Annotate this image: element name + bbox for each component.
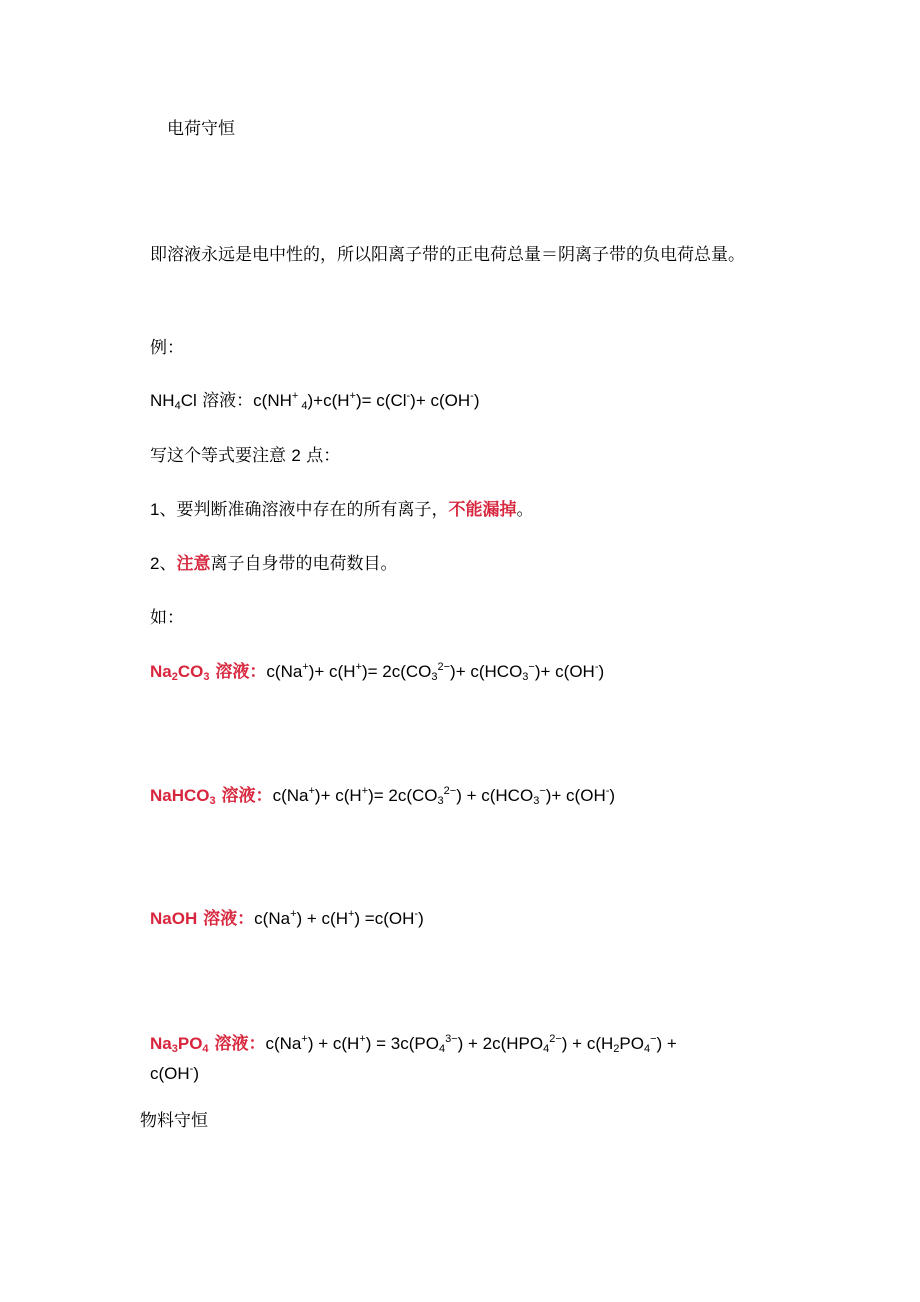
heading-charge-conservation: 电荷守恒 (167, 119, 235, 139)
heading-material-conservation: 物料守恒 (140, 1111, 208, 1131)
naoh-equation: NaOH 溶液：c(Na+) + c(H+) =c(OH-) (150, 908, 424, 929)
na2co3-equation: $Na_2CO_3$ 溶液：$c(Na^+)+ c(H^+)= 2c(CO_3^{2-})+ c(HCO_3^-)+ c(OH^-)$ (150, 661, 605, 683)
intro-paragraph: 即溶液永远是电中性的，所以阳离子带的正电荷总量＝阴离子带的负电荷总量。 (150, 245, 745, 265)
na3po4-equation-continued: c(OH-) (150, 1063, 200, 1083)
nahco3-equation: NaHCO$_3$ 溶液：$c(Na^+)+ c(H^+)= 2c(CO_3^{2-}) + c(HCO_3^-)+ c(OH^-)$ (150, 785, 616, 807)
note-intro: 写这个等式要注意 2 点： (150, 446, 341, 466)
na3po4-equation: $Na_3PO_4$ 溶液：$c(Na^+) + c(H^+) = 3c(PO_4^{3-}) + 2c(HPO_4^{2-}) + c(H_2PO_4^-)$ + (150, 1033, 677, 1055)
point-2: 2、注意离子自身带的电荷数目。 (150, 554, 398, 574)
point-1: 1、要判断准确溶液中存在的所有离子，不能漏掉。 (150, 500, 534, 520)
example-label: 例： (150, 338, 184, 358)
such-as-label: 如： (150, 608, 184, 628)
nh4cl-equation: $NH_4Cl$ 溶液：c(NH+ $_4$)+c(H+)= c(Cl-)+ c(OH-) (150, 390, 480, 412)
